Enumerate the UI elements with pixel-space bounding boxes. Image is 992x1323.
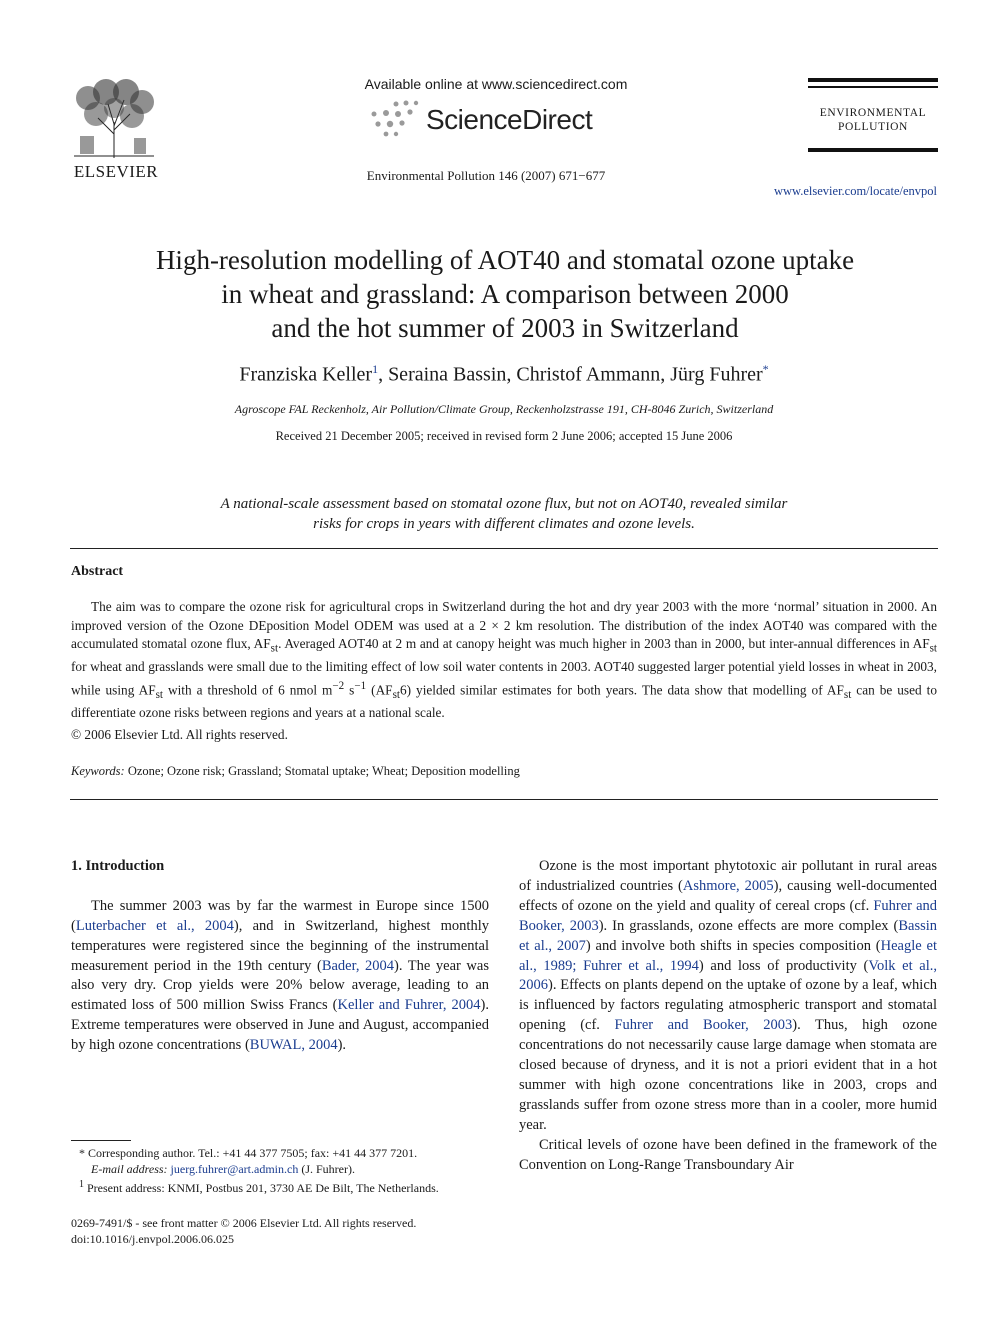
- citation-link[interactable]: Fuhrer and Booker, 2003: [519, 897, 938, 934]
- citation-link[interactable]: Heagle et al., 1989; Fuhrer et al., 1994: [519, 937, 937, 974]
- abstract-text: The aim was to compare the ozone risk for agricultural crops in Switzerland during the hot and dry year 2003 with the more ‘normal’ situation in 2000. An improved version of the Ozone DEposition Model ODEM was used at a 2 × 2 km resolution. The distribution of the index AOT40 was compared with the accumulated stomatal ozone flux, $AF_{st}$. Averaged AOT40 at 2 m and at canopy height was much higher in 2003 than in 2000, but inter-annual differences in $AF_{st}$ for wheat and grasslands were small due to the limiting effect of low soil water contents in 2003. AOT40 suggested larger potential yield losses in wheat in 2003, while using $AF_{st}$ with a threshold of 6 nmol $m^{-2}$ $s^{-1}$ $(AF_{st}6)$ yielded similar estimates for both years. The data show that modelling of $AF_{st}$ can be used to differentiate ozone risks between regions and years at a national scale.: [71, 599, 937, 721]
- journal-masthead: [808, 78, 938, 152]
- body-column-right: [519, 857, 937, 1176]
- citation-link[interactable]: Bader, 2004: [321, 957, 395, 974]
- citation-link[interactable]: BUWAL, 2004: [249, 1037, 338, 1054]
- author-name: Franziska Keller: [239, 363, 373, 386]
- masthead-rule: [808, 78, 938, 82]
- author-names: , Seraina Bassin, Christof Ammann, Jürg Fuhrer: [378, 363, 763, 386]
- body-column-left: [71, 857, 489, 1056]
- publication-info: [71, 1215, 416, 1247]
- body-paragraph: The summer 2003 was by far the warmest in Europe since 1500 (Luterbacher et al., 2004), and in Switzerland, highest monthly temperatures were registered since the beginning of the instrumental measurement period in the 19th century (Bader, 2004). The year was also very dry. Crop yields were 20% below average, leading to an estimated loss of 500 million Swiss Francs (Keller and Fuhrer, 2004). Extreme temperatures were observed in June and August, accompanied by high ozone concentrations (BUWAL, 2004).: [71, 897, 489, 1054]
- keywords-list: Ozone; Ozone risk; Grassland; Stomatal uptake; Wheat; Deposition modelling: [124, 764, 520, 778]
- citation-link[interactable]: Keller and Fuhrer, 2004: [337, 997, 481, 1014]
- citation-link[interactable]: Volk et al., 2006: [519, 957, 937, 994]
- footnotes: [71, 1145, 491, 1196]
- available-online-text: Available online at www.sciencedirect.com: [364, 76, 628, 92]
- divider: [70, 799, 938, 800]
- keywords: [71, 764, 520, 779]
- citation-link[interactable]: Ashmore, 2005: [682, 877, 774, 894]
- keywords-label: Keywords:: [71, 764, 125, 778]
- email-link[interactable]: juerg.fuhrer@art.admin.ch: [170, 1162, 299, 1176]
- journal-name: ENVIRONMENTAL POLLUTION: [819, 107, 927, 133]
- footnote-email: E-mail address: juerg.fuhrer@art.admin.ch (J. Fuhrer).: [91, 1162, 355, 1176]
- citation-link[interactable]: Bassin et al., 2007: [519, 917, 938, 954]
- issn-line: 0269-7491/$ - see front matter © 2006 Elsevier Ltd. All rights reserved.: [71, 1216, 417, 1230]
- footnote-rule: [71, 1140, 131, 1141]
- affiliation: Agroscope FAL Reckenholz, Air Pollution/Climate Group, Reckenholzstrasse 191, CH-8046 Zurich, Switzerland: [234, 402, 774, 416]
- author-list: [0, 362, 992, 387]
- journal-reference: Environmental Pollution 146 (2007) 671−677: [366, 168, 606, 183]
- sciencedirect-wordmark: ScienceDirect: [426, 104, 593, 135]
- body-paragraph: Critical levels of ozone have been defined in the framework of the Convention on Long-Range Transboundary Air: [519, 1136, 937, 1173]
- journal-url-link[interactable]: www.elsevier.com/locate/envpol: [773, 184, 937, 198]
- citation-link[interactable]: Fuhrer and Booker, 2003: [614, 1017, 793, 1034]
- divider: [70, 548, 938, 549]
- masthead-rule: [808, 148, 938, 152]
- abstract-heading: Abstract: [71, 564, 124, 579]
- footnote-corresponding: * Corresponding author. Tel.: +41 44 377 7505; fax: +41 44 377 7201.: [79, 1146, 418, 1160]
- footnote-present-address: $^1$ Present address: KNMI, Postbus 201, 3730 AE De Bilt, The Netherlands.: [79, 1179, 439, 1195]
- section-heading: 1. Introduction: [71, 858, 165, 874]
- article-title: High-resolution modelling of AOT40 and stomatal ozone uptake in wheat and grassland: A comparison between 2000 and the hot summer of 2003 in Switzerland: [155, 245, 855, 343]
- elsevier-wordmark: ELSEVIER: [73, 162, 159, 181]
- doi-line: doi:10.1016/j.envpol.2006.06.025: [71, 1232, 234, 1246]
- corresponding-author-marker-link[interactable]: *: [762, 362, 769, 376]
- citation-link[interactable]: Luterbacher et al., 2004: [75, 917, 234, 934]
- abstract-copyright: © 2006 Elsevier Ltd. All rights reserved.: [71, 727, 288, 742]
- teaser-summary: A national-scale assessment based on stomatal ozone flux, but not on AOT40, revealed similar risks for crops in years with different climates and ozone levels.: [220, 496, 788, 532]
- body-paragraph: Ozone is the most important phytotoxic air pollutant in rural areas of industrialized countries (Ashmore, 2005), causing well-documented effects of ozone on the yield and quality of cereal crops (cf. Fuhrer and Booker, 2003). In grasslands, ozone effects are more complex (Bassin et al., 2007) and involve both shifts in species composition (Heagle et al., 1989; Fuhrer et al., 1994) and loss of productivity (Volk et al., 2006). Effects on plants depend on the uptake of ozone by a leaf, which is influenced by factors regulating atmospheric transport and stomatal opening (cf. Fuhrer and Booker, 2003). Thus, high ozone concentrations do not necessarily cause large damage when stomata are closed because of dryness, and it is not a priori evident that in a hot summer with high ozone concentrations like in 2003, crops and grasslands suffer from ozone stress more than in a cooler, more humid year.: [519, 858, 938, 1133]
- footnote-marker-link[interactable]: 1: [372, 362, 379, 376]
- elsevier-logo: [68, 78, 164, 182]
- sciencedirect-dots-icon: [368, 100, 424, 140]
- sciencedirect-logo: [368, 100, 608, 140]
- received-dates: Received 21 December 2005; received in revised form 2 June 2006; accepted 15 June 2006: [275, 429, 733, 443]
